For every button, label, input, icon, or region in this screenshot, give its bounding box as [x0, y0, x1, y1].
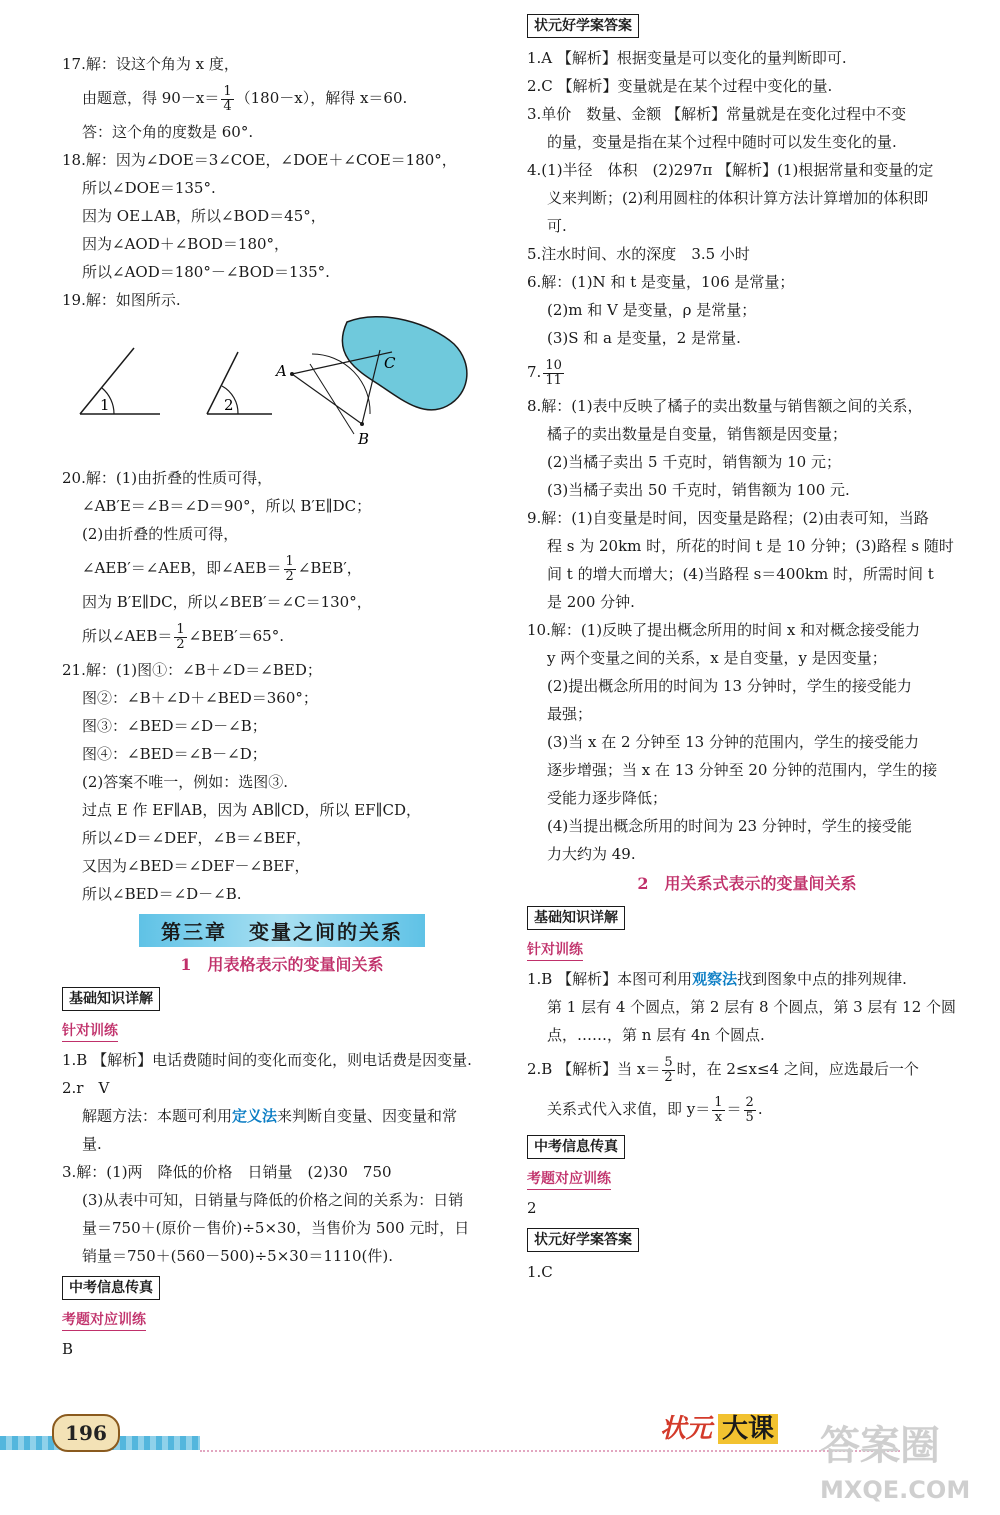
fraction: $\frac{10}{11}$ [545, 357, 562, 388]
r10a: 10.解：(1)反映了提出概念所用的时间 x 和对概念接受能力 [527, 621, 921, 639]
q18-line4: 因为∠AOD＋∠BOD＝180°， [82, 235, 290, 253]
observation-method-keyword: 观察法 [692, 970, 738, 988]
q18-line3: 因为 OE⊥AB，所以∠BOD＝45°， [82, 207, 326, 225]
q20-line2: ∠AB′E＝∠B＝∠D＝90°，所以 B′E∥DC； [82, 497, 372, 515]
r4c: 可. [547, 217, 567, 235]
r1: 1.A 【解析】根据变量是可以变化的量判断即可. [527, 49, 847, 67]
t3-line4: 销量＝750＋(560－500)÷5×30＝1110(件). [82, 1247, 394, 1265]
q21-line3: 图③：∠BED＝∠D－∠B； [82, 717, 267, 735]
fraction: $\frac{1}{4}$ [223, 83, 232, 114]
chapter-title: 第三章 变量之间的关系 [62, 914, 502, 947]
q21-line6: 过点 E 作 EF∥AB，因为 AB∥CD，所以 EF∥CD， [82, 801, 422, 819]
basic-knowledge-box: 基础知识详解 [62, 987, 160, 1011]
exam-info-box: 中考信息传真 [62, 1276, 160, 1300]
watermark-url: MXQE.COM [820, 1476, 971, 1504]
watermark-logo: 答案圈 [820, 1423, 940, 1469]
fraction: $\frac{5}{2}$ [664, 1054, 673, 1085]
q17-line1: 17.解：设这个角为 x 度， [62, 55, 239, 73]
t1-line: 1.B 【解析】电话费随时间的变化而变化，则电话费是因变量. [62, 1051, 472, 1069]
basic-knowledge-box-2: 基础知识详解 [527, 906, 625, 930]
q21-line5: (2)答案不唯一，例如：选图③. [82, 773, 289, 791]
exam-answer-2: 2 [527, 1199, 537, 1217]
left-column [62, 50, 502, 1363]
r8a: 8.解：(1)表中反映了橘子的卖出数量与销售额之间的关系， [527, 397, 923, 415]
r3b: 的量，变量是指在某个过程中随时可以发生变化的量. [547, 133, 897, 151]
q20-line4: ∠AEB′＝∠AEB，即∠AEB＝ $\frac{1}{2}$ ∠BEB′， [82, 553, 362, 584]
t2-method-end: 量. [82, 1135, 102, 1153]
r9d: 是 200 分钟. [547, 593, 635, 611]
r4b: 义来判断；(2)利用圆柱的体积计算方法计算增加的体积即 [547, 189, 929, 207]
q21-line7: 所以∠D＝∠DEF，∠B＝∠BEF， [82, 829, 312, 847]
s1d: 点，……，第 n 层有 4n 个圆点. [547, 1026, 765, 1044]
targeted-training-heading: 针对训练 [62, 1021, 118, 1042]
r10c: (2)提出概念所用的时间为 13 分钟时，学生的接受能力 [547, 677, 912, 695]
r5: 5.注水时间、水的深度 3.5 小时 [527, 245, 750, 263]
q17-answer: 答：这个角的度数是 60°. [82, 123, 254, 141]
section-1-title: 1 用表格表示的变量间关系 [180, 955, 384, 974]
q18-line1: 18.解：因为∠DOE＝3∠COE，∠DOE＋∠COE＝180°， [62, 151, 457, 169]
q21-line1: 21.解：(1)图①：∠B＋∠D＝∠BED； [62, 661, 322, 679]
point-A-label: A [276, 362, 287, 380]
point-C-label: C [384, 354, 396, 372]
s1c: 第 1 层有 4 个圆点，第 2 层有 8 个圆点，第 3 层有 12 个圆 [547, 998, 957, 1016]
t2-line: 2.r V [62, 1079, 110, 1097]
t3-line1: 3.解：(1)两 降低的价格 日销量 (2)30 750 [62, 1163, 392, 1181]
r10h: (4)当提出概念所用的时间为 23 分钟时，学生的接受能 [547, 817, 912, 835]
r4a: 4.(1)半径 体积 (2)297π 【解析】(1)根据常量和变量的定 [527, 161, 934, 179]
answer-box-2: 状元好学案答案 [527, 1228, 639, 1252]
fraction: $\frac{1}{x}$ [714, 1094, 723, 1125]
r10d: 最强； [547, 705, 593, 723]
page-footer [0, 1400, 1000, 1515]
q20-line6: 所以∠AEB＝ $\frac{1}{2}$ ∠BEB′＝65°. [82, 621, 284, 652]
fraction: $\frac{2}{5}$ [745, 1094, 754, 1125]
q21-line9: 所以∠BED＝∠D－∠B. [82, 885, 242, 903]
r10f: 逐步增强；当 x 在 13 分钟至 20 分钟的范围内，学生的接 [547, 761, 938, 779]
q20-line1: 20.解：(1)由折叠的性质可得， [62, 469, 273, 487]
r10b: y 两个变量之间的关系，x 是自变量，y 是因变量； [547, 649, 887, 667]
definition-method-keyword: 定义法 [232, 1107, 278, 1125]
angle-construction-diagram [62, 314, 502, 464]
right-column [527, 8, 967, 1286]
q20-line3: (2)由折叠的性质可得， [82, 525, 239, 543]
q21-line8: 又因为∠BED＝∠DEF－∠BEF， [82, 857, 310, 875]
exam-training-heading: 考题对应训练 [62, 1310, 146, 1331]
r2: 2.C 【解析】变量就是在某个过程中变化的量. [527, 77, 833, 95]
r8d: (3)当橘子卖出 50 千克时，销售额为 100 元. [547, 481, 850, 499]
angle-2-label: 2 [224, 396, 234, 414]
geometry-figure [62, 314, 502, 464]
r6c: (3)S 和 a 是变量，2 是常量. [547, 329, 741, 347]
r10g: 受能力逐步降低； [547, 789, 668, 807]
r9b: 程 s 为 20km 时，所花的时间 t 是 10 分钟；(3)路程 s 随时 [547, 537, 954, 555]
q19-line: 19.解：如图所示. [62, 291, 181, 309]
angle-1-label: 1 [100, 396, 110, 414]
section-2-title: 2 用关系式表示的变量间关系 [637, 874, 857, 893]
s1a: 1.B 【解析】本图可利用观察法找到图象中点的排列规律. [527, 970, 907, 988]
q21-line2: 图②：∠B＋∠D＋∠BED＝360°； [82, 689, 318, 707]
point-B-label: B [358, 430, 370, 448]
t2-method: 解题方法：本题可利用定义法来判断自变量、因变量和常 [82, 1107, 458, 1125]
q17-line2: 由题意，得 90－x＝ $\frac{1}{4}$ （180－x），解得 x＝60. [82, 83, 408, 114]
targeted-training-heading-2: 针对训练 [527, 940, 583, 961]
r10i: 力大约为 49. [547, 845, 636, 863]
last-answer: 1.C [527, 1263, 553, 1281]
r7: 7. $\frac{10}{11}$ [527, 357, 562, 388]
q20-line5: 因为 B′E∥DC，所以∠BEB′＝∠C＝130°， [82, 593, 372, 611]
q18-line5: 所以∠AOD＝180°－∠BOD＝135°. [82, 263, 330, 281]
r6a: 6.解：(1)N 和 t 是变量，106 是常量； [527, 273, 795, 291]
s2a: 2.B 【解析】当 x＝ $\frac{5}{2}$ 时，在 2≤x≤4 之间，应选最后一个 [527, 1054, 919, 1085]
t3-line2: (3)从表中可知，日销量与降低的价格之间的关系为：日销 [82, 1191, 464, 1209]
r9a: 9.解：(1)自变量是时间，因变量是路程；(2)由表可知，当路 [527, 509, 929, 527]
q18-line2: 所以∠DOE＝135°. [82, 179, 216, 197]
r8c: (2)当橘子卖出 5 千克时，销售额为 10 元； [547, 453, 841, 471]
s2b: 关系式代入求值，即 y＝ $\frac{1}{x}$ ＝ $\frac{2}{5}$ . [547, 1094, 763, 1125]
q21-line4: 图④：∠BED＝∠B－∠D； [82, 745, 267, 763]
t3-line3: 量＝750＋(原价－售价)÷5×30，当售价为 500 元时，日 [82, 1219, 470, 1237]
answer-box: 状元好学案答案 [527, 14, 639, 38]
exam-info-box-2: 中考信息传真 [527, 1135, 625, 1159]
fraction: $\frac{1}{2}$ [176, 621, 185, 652]
dotted-divider [200, 1450, 900, 1452]
r6b: (2)m 和 V 是变量，ρ 是常量； [547, 301, 757, 319]
page-number: 196 [52, 1414, 120, 1452]
r8b: 橘子的卖出数量是自变量，销售额是因变量； [547, 425, 848, 443]
r3a: 3.单价 数量、金额 【解析】常量就是在变化过程中不变 [527, 105, 907, 123]
fraction: $\frac{1}{2}$ [285, 553, 294, 584]
exam-answer: B [62, 1340, 74, 1358]
r9c: 间 t 的增大而增大；(4)当路程 s＝400km 时，所需时间 t [547, 565, 934, 583]
brand-logo: 状元 大课 [660, 1408, 778, 1445]
r10e: (3)当 x 在 2 分钟至 13 分钟的范围内，学生的接受能力 [547, 733, 919, 751]
exam-training-heading-2: 考题对应训练 [527, 1169, 611, 1190]
